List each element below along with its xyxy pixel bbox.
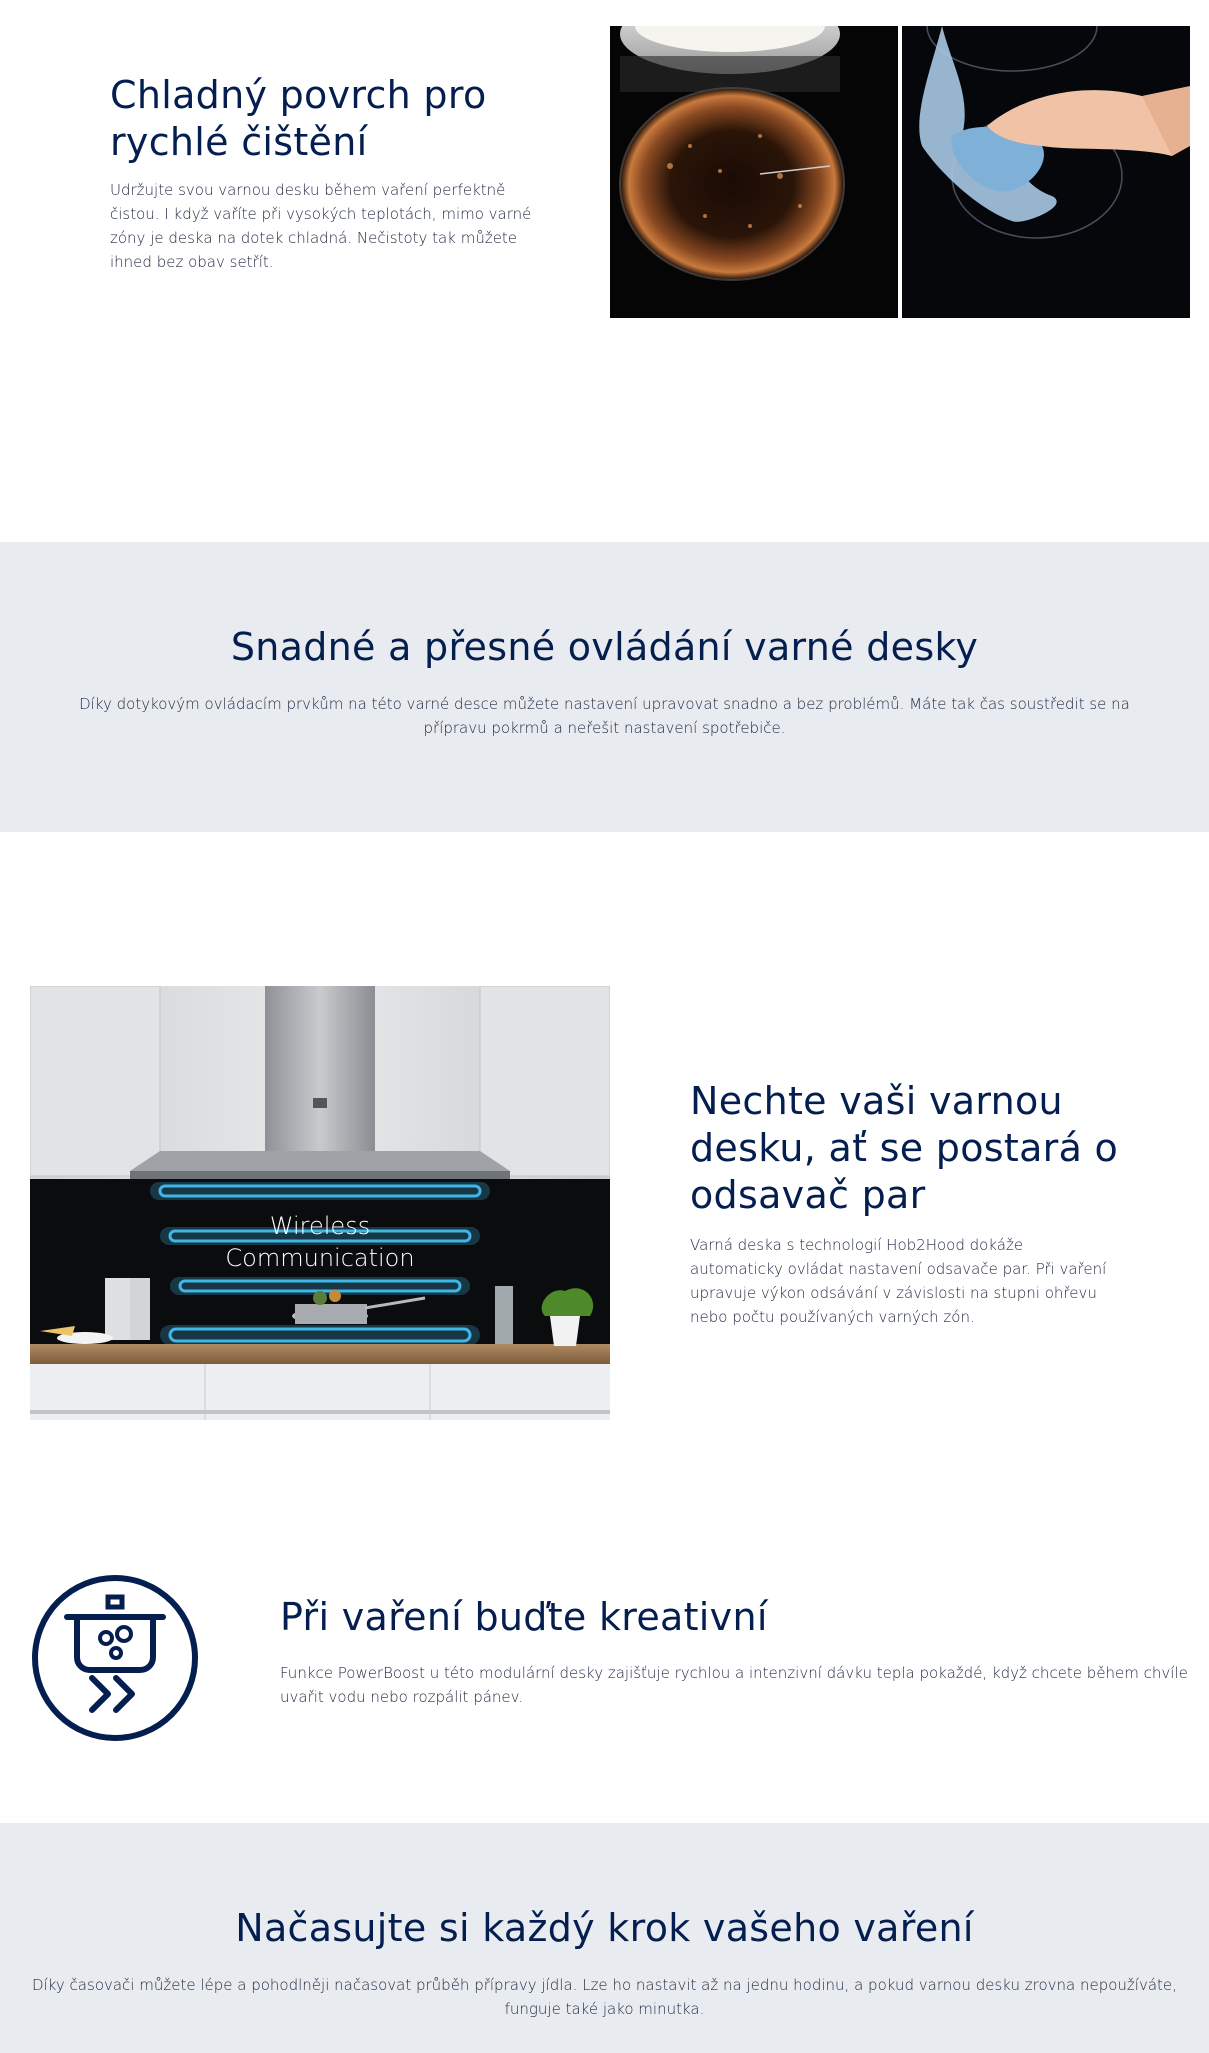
- feature-title: Při vaření buďte kreativní: [280, 1595, 768, 1639]
- feature-timer-band: [0, 1823, 1209, 2053]
- feature-title: Nechte vaši varnou desku, ať se postará o odsavač par: [690, 1079, 1119, 1217]
- feature-description: Udržujte svou varnou desku během vaření perfektně čistou. I když vaříte při vysokých teplotách, mimo varné zóny je deska na dotek chladná. Nečistoty tak můžete ihned bez obav setřít.: [110, 181, 532, 271]
- feature-description: Díky dotykovým ovládacím prvkům na této varné desce můžete nastavení upravovat snadno a bez problémů. Máte tak čas soustředit se na přípravu pokrmů a neřešit nastavení spotřebiče.: [79, 695, 1130, 737]
- feature-description: Varná deska s technologií Hob2Hood dokáže automaticky ovládat nastavení odsavače par. Při vaření upravuje výkon odsávání v závislosti na stupni ohřevu nebo počtu používaných varných zón.: [690, 1236, 1107, 1326]
- spill-burnt-image: [610, 26, 898, 318]
- feature-title: Načasujte si každý krok vašeho vaření: [235, 1906, 974, 1950]
- feature-title: Snadné a přesné ovládání varné desky: [230, 625, 979, 669]
- feature-description: Díky časovači můžete lépe a pohodlněji načasovat průběh přípravy jídla. Lze ho nastavit až na jednu hodinu, a pokud varnou desku zrovna nepoužíváte, funguje také jako minutka.: [32, 1976, 1177, 2018]
- wireless-caption-line2: Communication: [225, 1244, 415, 1272]
- feature-cool-surface: [0, 0, 1209, 542]
- feature-description: Funkce PowerBoost u této modulární desky zajišťuje rychlou a intenzivní dávku tepla pokaždé, když chcete během chvíle uvařit vodu nebo rozpálit pánev.: [280, 1664, 1188, 1706]
- wiping-hob-image: [902, 26, 1190, 318]
- hob2hood-kitchen-image: [30, 986, 610, 1420]
- feature-title: Chladný povrch pro rychlé čištění: [110, 73, 487, 164]
- feature-controls-band: [0, 542, 1209, 832]
- boiling-pot-icon: [30, 1573, 200, 1743]
- wireless-caption-line1: Wireless: [269, 1212, 371, 1240]
